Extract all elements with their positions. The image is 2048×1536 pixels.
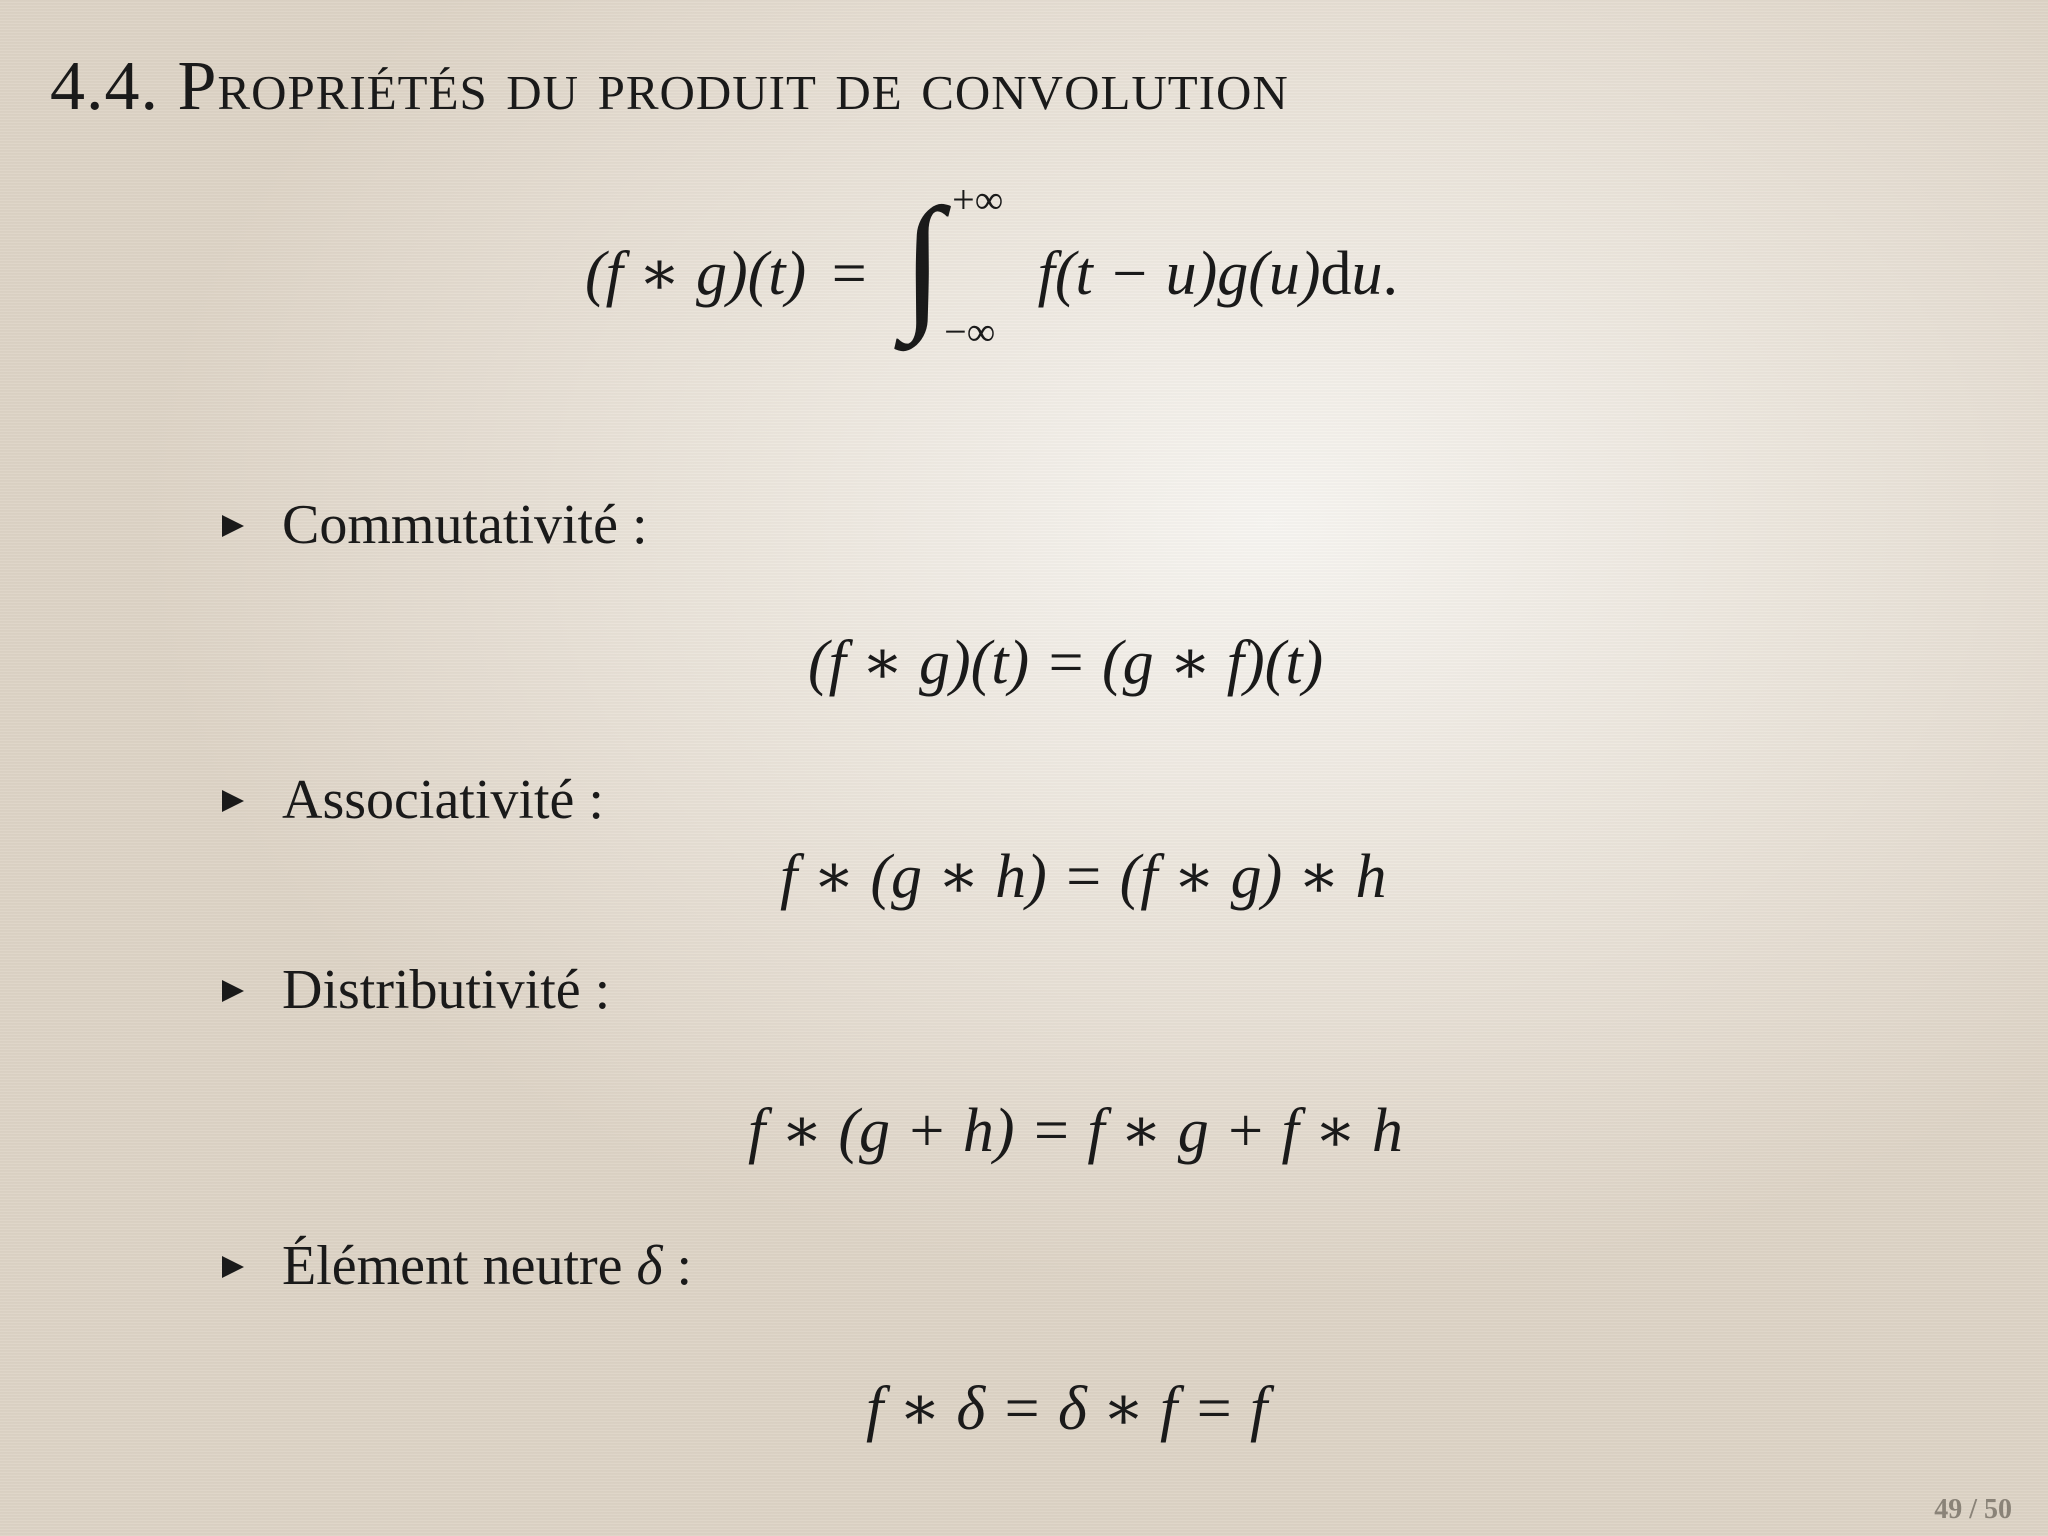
differential-d: d bbox=[1320, 240, 1352, 309]
bullet-neutral-element bbox=[222, 1235, 693, 1297]
bullet-distributivity bbox=[222, 959, 611, 1021]
equation-end: . bbox=[1382, 240, 1399, 309]
bullet-label: Associativité : bbox=[282, 769, 604, 831]
integrand: f(t − u)g(u) bbox=[1037, 240, 1321, 309]
integral-lower-limit: −∞ bbox=[944, 309, 996, 354]
bullet-triangle-icon bbox=[222, 515, 244, 537]
differential-variable: u bbox=[1351, 240, 1383, 309]
integral-upper-limit: +∞ bbox=[952, 177, 1004, 222]
equals-sign: = bbox=[831, 240, 867, 309]
bullet-label: Distributivité : bbox=[282, 959, 611, 1021]
formula-associativity: f ∗ (g ∗ h) = (f ∗ g) ∗ h bbox=[780, 843, 1387, 911]
formula-distributivity: f ∗ (g + h) = f ∗ g + f ∗ h bbox=[748, 1097, 1403, 1165]
formula-commutativity: (f ∗ g)(t) = (g ∗ f)(t) bbox=[808, 629, 1324, 697]
bullet-label-suffix: : bbox=[662, 1235, 693, 1297]
bullet-triangle-icon bbox=[222, 980, 244, 1002]
bullet-triangle-icon bbox=[222, 790, 244, 812]
formula-neutral-element: f ∗ δ = δ ∗ f = f bbox=[866, 1375, 1268, 1443]
convolution-lhs: (f ∗ g)(t) bbox=[585, 240, 807, 309]
integral-sign: ∫ bbox=[902, 178, 944, 344]
bullet-associativity bbox=[222, 769, 604, 831]
page-number: 49 / 50 bbox=[1934, 1494, 2012, 1525]
bullet-label: Commutativité : bbox=[282, 494, 648, 556]
bullet-commutativity bbox=[222, 494, 648, 556]
integral bbox=[892, 177, 1022, 354]
bullet-triangle-icon bbox=[222, 1256, 244, 1278]
slide-title: 4.4. Propriétés du produit de convolution bbox=[50, 48, 1289, 125]
delta-symbol: δ bbox=[636, 1235, 663, 1297]
convolution-definition bbox=[585, 177, 1399, 354]
bullet-label: Élément neutre bbox=[282, 1235, 623, 1297]
